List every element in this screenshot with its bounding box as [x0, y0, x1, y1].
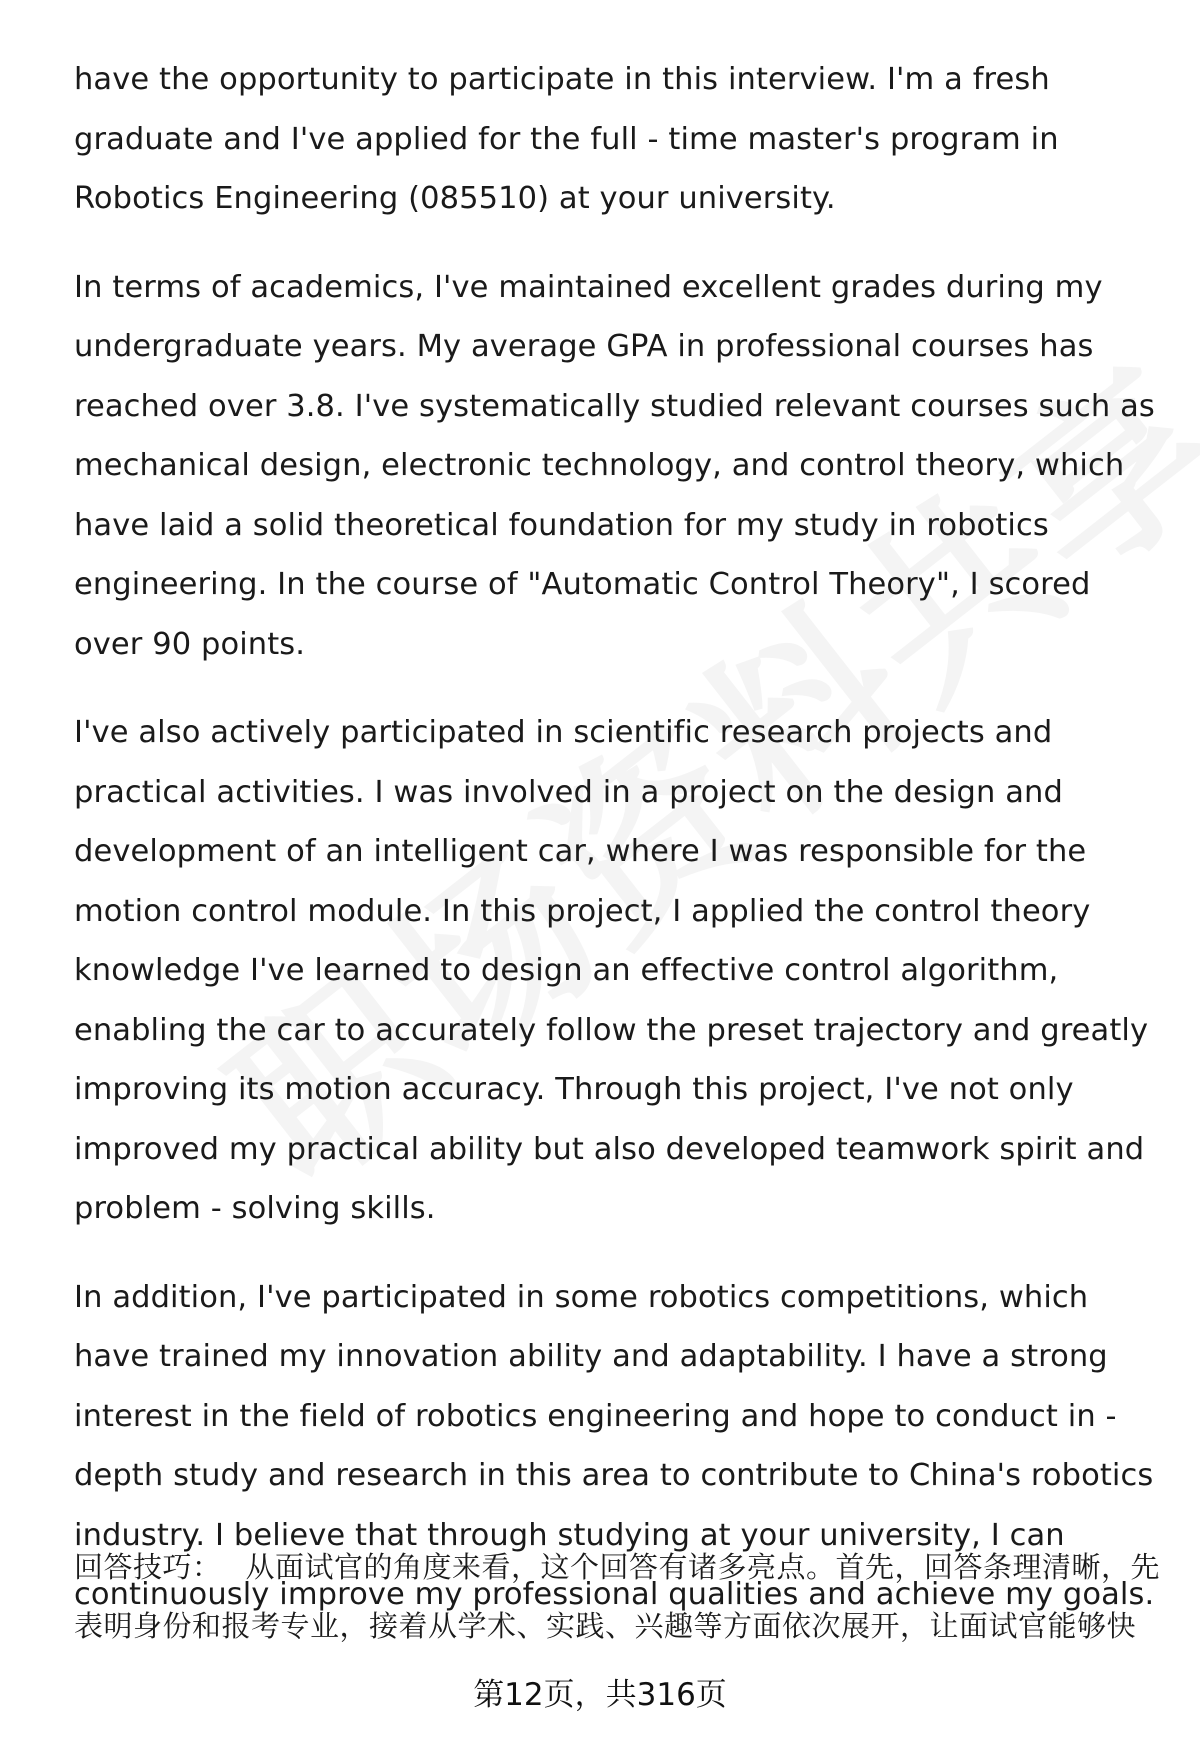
- tip-label: 回答技巧：: [74, 1550, 222, 1584]
- paragraph-research: I've also actively participated in scientific research projects and practical activities. I was involved in a project on the design and development of an intelligent car, where I was responsible for the motion control module. In this project, I applied the control theory knowledge I've learned to design an effective control algorithm, enabling the car to accurately follow the preset trajectory and greatly improving its motion accuracy. Through this project, I've not only improved my practical ability but also developed teamwork spirit and problem - solving skills.: [74, 715, 1149, 1226]
- paragraph-intro: have the opportunity to participate in this interview. I'm a fresh graduate and I've applied for the full - time master's program in Robotics Engineering (085510) at your university.: [74, 62, 1059, 216]
- paragraph-competitions: In addition, I've participated in some robotics competitions, which have trained my innovation ability and adaptability. I have a strong interest in the field of robotics engineering and hope to conduct in - depth study and research in this area to contribute to China's robotics industry. I believe that through studying at your university, I can continuously improve my professional qualities and achieve my goals.: [74, 1279, 1155, 1612]
- answer-tip: [74, 1538, 1164, 1656]
- answer-body: [74, 50, 1164, 1654]
- tip-text: 从面试官的角度来看，这个回答有诸多亮点。首先，回答条理清晰，先表明身份和报考专业，接着从学术、实践、兴趣等方面依次展开，让面试官能够快: [74, 1550, 1161, 1643]
- paragraph-academics: In terms of academics, I've maintained excellent grades during my undergraduate years. My average GPA in professional courses has reached over 3.8. I've systematically studied relevant courses such as mechanical design, electronic technology, and control theory, which have laid a solid theoretical foundation for my study in robotics engineering. In the course of "Automatic Control Theory", I scored over 90 points.: [74, 269, 1155, 662]
- page-number: 第12页，共316页: [473, 1677, 727, 1713]
